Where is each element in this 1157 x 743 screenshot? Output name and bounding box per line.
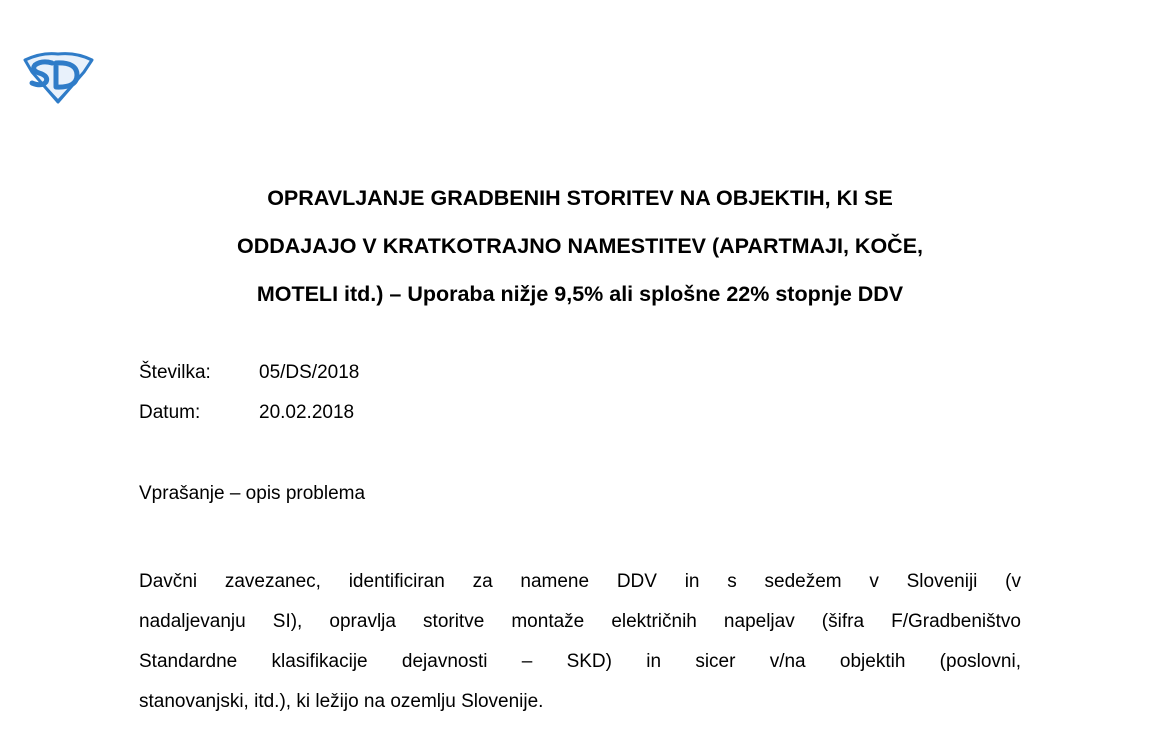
paragraph-line: stanovanjski, itd.), ki ležijo na ozemlju Slovenije.	[139, 691, 544, 712]
document-date-value: 20.02.2018	[259, 402, 355, 423]
document-title	[140, 174, 1020, 318]
document-date-label: Datum:	[139, 402, 201, 423]
document-number-label: Številka:	[139, 362, 211, 383]
document-number-value: 05/DS/2018	[259, 362, 360, 383]
section-heading: Vprašanje – opis problema	[139, 483, 366, 504]
body-paragraph	[139, 562, 1021, 722]
paragraph-line: nadaljevanju SI), opravlja storitve montaže električnih napeljav (šifra F/Gradbeništvo	[139, 611, 1021, 632]
paragraph-line: Davčni zavezanec, identificiran za namene DDV in s sedežem v Sloveniji (v	[139, 571, 1021, 592]
company-logo-icon	[22, 50, 94, 104]
title-line: ODDAJAJO V KRATKOTRAJNO NAMESTITEV (APARTMAJI, KOČE,	[236, 234, 924, 258]
title-line: OPRAVLJANJE GRADBENIH STORITEV NA OBJEKTIH, KI SE	[267, 186, 893, 210]
paragraph-line: Standardne klasifikacije dejavnosti – SKD) in sicer v/na objektih (poslovni,	[139, 651, 1021, 672]
title-line: MOTELI itd.) – Uporaba nižje 9,5% ali splošne 22% stopnje DDV	[256, 282, 904, 306]
company-logo	[22, 50, 94, 104]
